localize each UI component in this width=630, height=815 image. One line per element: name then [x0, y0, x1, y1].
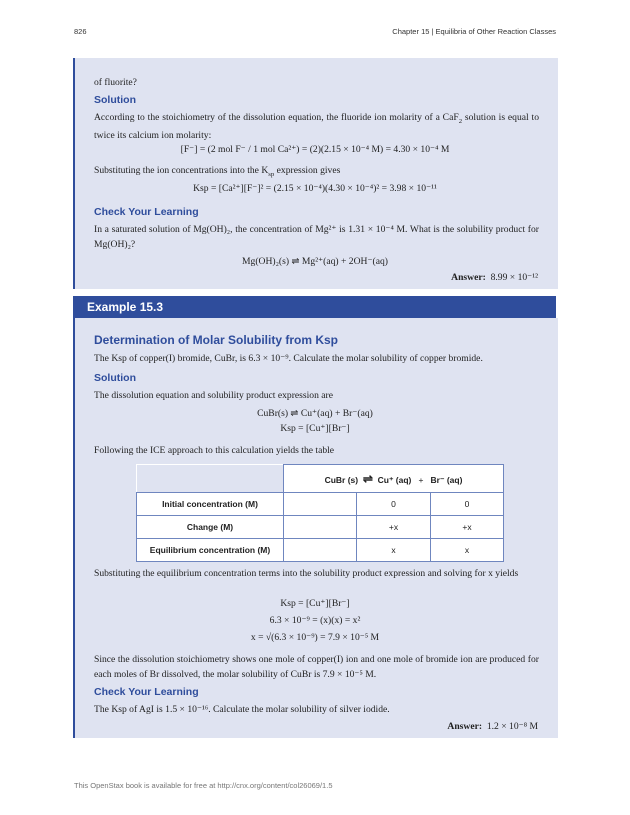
page-number: 826: [74, 27, 87, 36]
table-header-row: [137, 465, 504, 493]
table-row: Equilibrium concentration (M) x x: [137, 539, 504, 562]
answer: Answer: 1.2 × 10⁻⁸ M: [447, 721, 538, 732]
answer: Answer: 8.99 × 10⁻¹²: [451, 272, 538, 283]
example-label: Example 15.3: [87, 300, 164, 314]
paragraph: Substituting the equilibrium concentration terms into the solubility product expression and solving for x yields: [94, 568, 519, 579]
equation: 6.3 × 10⁻⁹ = (x)(x) = x²: [269, 615, 361, 626]
equation: CuBr(s) ⇌ Cu⁺(aq) + Br⁻(aq): [257, 408, 373, 419]
intro-text: of fluorite?: [94, 77, 137, 88]
paragraph: The dissolution equation and solubility product expression are: [94, 390, 334, 401]
footer-text: This OpenStax book is available for free at http://cnx.org/content/col26069/1.5: [74, 781, 333, 790]
equation: x = √(6.3 × 10⁻⁹) = 7.9 × 10⁻⁵ M: [250, 632, 380, 643]
equation: Ksp = [Cu⁺][Br⁻]: [280, 598, 350, 609]
equation: Ksp = [Ca²⁺][F⁻]² = (2.15 × 10⁻⁴)(4.30 × 10⁻⁴)² = 3.98 × 10⁻¹¹: [193, 183, 437, 194]
equation: Ksp = [Cu⁺][Br⁻]: [280, 423, 350, 434]
paragraph: Following the ICE approach to this calculation yields the table: [94, 445, 335, 456]
equation: [F⁻] = (2 mol F⁻ / 1 mol Ca²⁺) = (2)(2.15 × 10⁻⁴ M) = 4.30 × 10⁻⁴ M: [180, 144, 450, 155]
paragraph: In a saturated solution of Mg(OH)₂, the concentration of Mg²⁺ is 1.31 × 10⁻⁴ M. What is the solubility product for Mg(OH)₂?: [94, 224, 539, 250]
paragraph: According to the stoichiometry of the dissolution equation, the fluoride ion molarity of a CaF$_2$ solution is equal to twice its calcium ion molarity:: [94, 112, 539, 142]
check-learning-heading: Check Your Learning: [94, 206, 199, 218]
example-title: Determination of Molar Solubility from Ksp: [94, 333, 339, 347]
paragraph: The Ksp of copper(I) bromide, CuBr, is 6.3 × 10⁻⁹. Calculate the molar solubility of copper bromide.: [94, 353, 483, 364]
equation: Mg(OH)₂(s) ⇌ Mg²⁺(aq) + 2OH⁻(aq): [242, 256, 388, 267]
solution-heading: Solution: [94, 94, 136, 106]
chapter-title: Chapter 15 | Equilibria of Other Reaction Classes: [392, 27, 556, 36]
paragraph: Since the dissolution stoichiometry shows one mole of copper(I) ion and one mole of bromide ion are produced for each moles of Br dissolved, the molar solubility of CuBr is 7.9 × 10⁻⁵ M.: [94, 654, 539, 680]
example-banner: [73, 296, 556, 318]
check-learning-heading: Check Your Learning: [94, 686, 199, 698]
solution-heading: Solution: [94, 372, 136, 384]
table-row: Change (M) +x +x: [137, 516, 504, 539]
paragraph: Substituting the ion concentrations into the $K_{sp}$ expression gives: [94, 165, 341, 178]
table-row: Initial concentration (M) 0 0: [137, 493, 504, 516]
ice-table: [136, 464, 504, 562]
paragraph: The Ksp of AgI is 1.5 × 10⁻¹⁶. Calculate the molar solubility of silver iodide.: [94, 704, 390, 715]
table-header-cell: CuBr (s) ⇌ Cu⁺ (aq) + Br⁻ (aq): [284, 465, 504, 493]
